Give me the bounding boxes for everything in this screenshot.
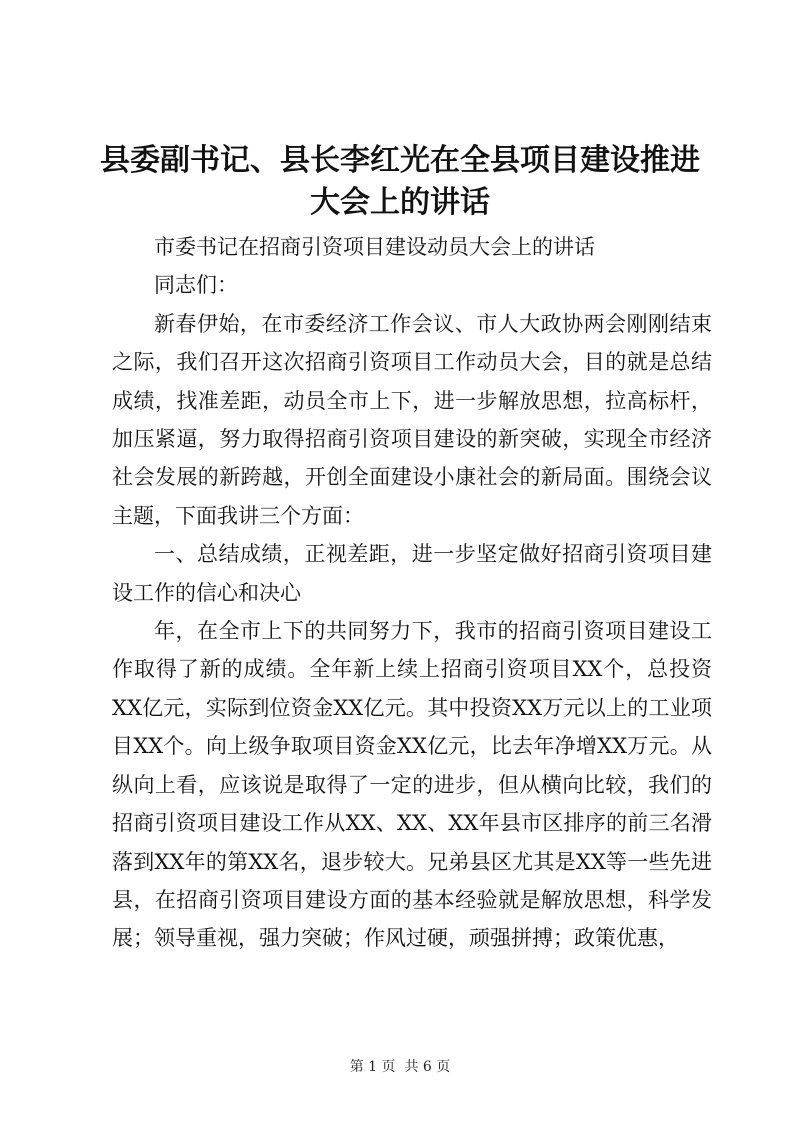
- title-line-2: 大会上的讲话: [310, 185, 490, 220]
- document-body: [112, 228, 712, 958]
- paragraph-section-heading: 一、总结成绩，正视差距，进一步坚定做好招商引资项目建设工作的信心和决心: [112, 542, 712, 605]
- title-line-1: 县委副书记、县长李红光在全县项目建设推进: [100, 143, 700, 178]
- paragraph-subtitle: 市委书记在招商引资项目建设动员大会上的讲话: [154, 235, 595, 259]
- page-footer: [0, 1058, 800, 1076]
- page-number: 第 1 页 共 6 页: [349, 1059, 451, 1075]
- paragraph-achievements: 年，在全市上下的共同努力下，我市的招商引资项目建设工作取得了新的成绩。全年新上续上招商引资项目XX个，总投资XX亿元，实际到位资金XX亿元。其中投资XX万元以上的工业项目XX个。向上级争取项目资金XX亿元，比去年净增XX万元。从纵向上看，应该说是取得了一定的进步，但从横向比较，我们的招商引资项目建设工作从XX、XX、XX年县市区排序的前三名滑落到XX年的第XX名，退步较大。兄弟县区尤其是XX等一些先进县，在招商引资项目建设方面的基本经验就是解放思想，科学发展；领导重视，强力突破；作风过硬，顽强拼搏；政策优惠，: [112, 619, 712, 951]
- paragraph-intro: 新春伊始，在市委经济工作会议、市人大政协两会刚刚结束之际，我们召开这次招商引资项目工作动员大会，目的就是总结成绩，找准差距，动员全市上下，进一步解放思想，拉高标杆，加压紧逼，努力取得招商引资项目建设的新突破，实现全市经济社会发展的新跨越，开创全面建设小康社会的新局面。围绕会议主题，下面我讲三个方面：: [112, 311, 712, 528]
- paragraph-salutation: 同志们：: [154, 273, 238, 298]
- document-title: [100, 140, 700, 224]
